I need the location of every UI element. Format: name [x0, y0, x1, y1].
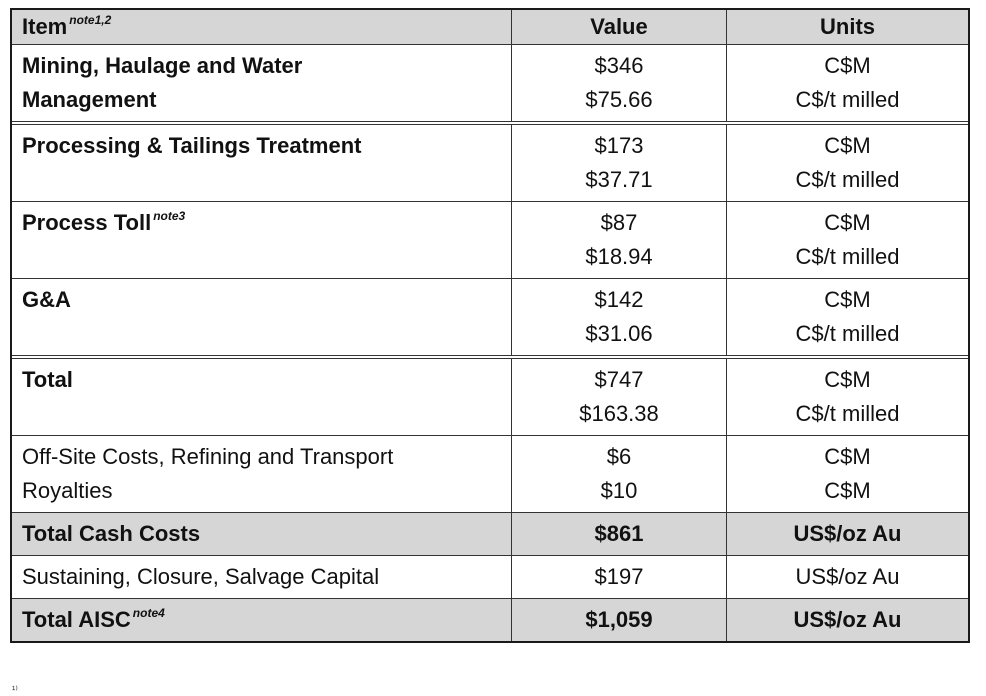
row-item-line: Royalties [22, 478, 113, 503]
row-item [12, 513, 512, 555]
row-item-line: Management [22, 87, 157, 112]
header-item [12, 10, 512, 44]
row-item [12, 359, 512, 435]
row-item-note: note3 [153, 209, 186, 223]
row-units [727, 45, 968, 121]
row-units [727, 599, 968, 641]
value-cell: $31.06 [585, 321, 653, 346]
row-item [12, 599, 512, 641]
units-cell: C$M [824, 478, 871, 503]
row-item-line: Processing & Tailings Treatment [22, 133, 362, 158]
row-item [12, 202, 512, 278]
row-item-note: note4 [132, 606, 165, 620]
row-item-line: G&A [22, 287, 71, 312]
cost-table [10, 8, 970, 643]
row-item-line: Total AISC [22, 607, 131, 632]
header-value: Value [512, 10, 727, 44]
header-units: Units [820, 14, 875, 39]
row-value [512, 599, 727, 641]
table-row [12, 279, 968, 359]
row-units [727, 359, 968, 435]
table-row-total-aisc [12, 599, 968, 641]
row-item [12, 279, 512, 355]
row-value [512, 45, 727, 121]
row-item [12, 125, 512, 201]
header-item-label: Item [22, 14, 68, 39]
value-cell: $75.66 [585, 87, 653, 112]
units-cell: C$/t milled [795, 87, 900, 112]
row-item [12, 436, 512, 512]
row-item-line: Total Cash Costs [22, 521, 201, 546]
table-row [12, 556, 968, 599]
value-cell: $197 [594, 564, 644, 589]
row-value [512, 125, 727, 201]
row-units [727, 556, 968, 598]
row-item-line: Process Toll [22, 210, 152, 235]
units-cell: C$M [824, 210, 871, 235]
row-item-line: Total [22, 367, 73, 392]
row-units [727, 279, 968, 355]
row-value [512, 202, 727, 278]
value-cell: $6 [606, 444, 632, 469]
row-value [512, 279, 727, 355]
row-item-line: Mining, Haulage and Water [22, 53, 303, 78]
units-cell: US$/oz Au [795, 564, 900, 589]
table-row [12, 202, 968, 279]
table-row [12, 436, 968, 513]
units-cell: C$/t milled [795, 401, 900, 426]
value-cell: $346 [594, 53, 644, 78]
table-row [12, 359, 968, 436]
value-cell: $10 [600, 478, 638, 503]
row-value [512, 513, 727, 555]
header-item-note: note1,2 [69, 13, 112, 27]
table-header-row [12, 10, 968, 45]
footnote-fragment: ¹⁾ [12, 685, 18, 696]
value-cell: $142 [594, 287, 644, 312]
units-cell: US$/oz Au [793, 521, 902, 546]
row-units [727, 436, 968, 512]
value-cell: $87 [600, 210, 638, 235]
value-cell: $747 [594, 367, 644, 392]
row-item [12, 556, 512, 598]
value-cell: $861 [594, 521, 644, 546]
row-item [12, 45, 512, 121]
table-row-total-cash-costs [12, 513, 968, 556]
row-units [727, 125, 968, 201]
units-cell: C$M [824, 133, 871, 158]
row-item-line: Off-Site Costs, Refining and Transport [22, 444, 394, 469]
row-value [512, 556, 727, 598]
row-item-line: Sustaining, Closure, Salvage Capital [22, 564, 380, 589]
value-cell: $37.71 [585, 167, 653, 192]
units-cell: C$/t milled [795, 167, 900, 192]
row-units [727, 202, 968, 278]
row-value [512, 436, 727, 512]
units-cell: US$/oz Au [793, 607, 902, 632]
value-cell: $173 [594, 133, 644, 158]
units-cell: C$M [824, 53, 871, 78]
units-cell: C$M [824, 367, 871, 392]
value-cell: $1,059 [585, 607, 653, 632]
value-cell: $18.94 [585, 244, 653, 269]
table-row [12, 125, 968, 202]
row-value [512, 359, 727, 435]
units-cell: C$M [824, 287, 871, 312]
table-row [12, 45, 968, 125]
units-cell: C$M [824, 444, 871, 469]
units-cell: C$/t milled [795, 321, 900, 346]
row-units [727, 513, 968, 555]
units-cell: C$/t milled [795, 244, 900, 269]
value-cell: $163.38 [579, 401, 659, 426]
